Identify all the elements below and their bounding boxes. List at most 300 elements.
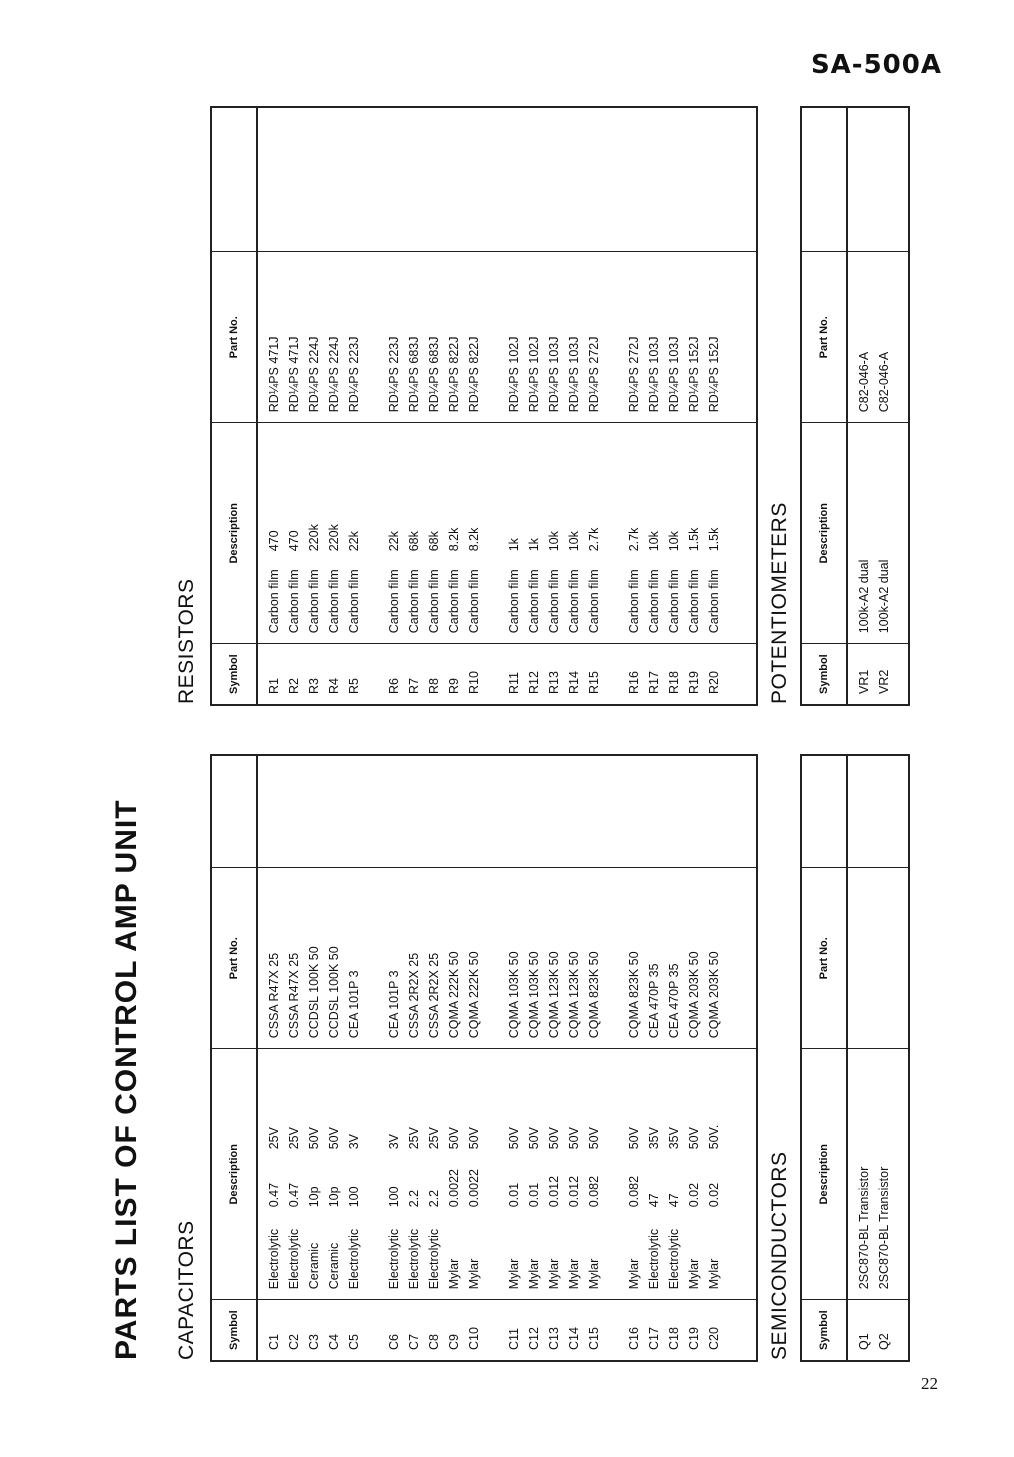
potentiometers-title: POTENTIOMETERS: [768, 502, 791, 704]
capacitor-type: Mylar: [707, 1258, 721, 1290]
resistor-type: Carbon film: [507, 569, 521, 634]
resistor-description: [324, 433, 344, 633]
resistor-symbol: R3: [307, 678, 321, 694]
resistor-value: 10k: [547, 531, 561, 552]
col-symbol: Symbol: [801, 644, 847, 705]
capacitor-symbol: C16: [627, 1327, 641, 1350]
resistor-part-numbers: [257, 252, 757, 423]
resistor-group: [384, 262, 484, 412]
resistor-symbol: R18: [667, 671, 681, 694]
capacitor-rating: 50V: [307, 1127, 321, 1150]
capacitor-value: 0.012: [567, 1175, 581, 1208]
resistor-type: Carbon film: [387, 569, 401, 634]
capacitor-type: Electrolytic: [267, 1228, 281, 1290]
capacitor-symbol: C4: [327, 1334, 341, 1350]
potentiometer-part-numbers: [847, 252, 909, 423]
capacitor-description: [584, 1059, 604, 1289]
resistor-symbols: [257, 644, 757, 705]
capacitor-part-no: CSSA R47X 25: [287, 952, 301, 1039]
resistor-type: Carbon film: [407, 569, 421, 634]
capacitor-rating: 50V: [547, 1127, 561, 1150]
potentiometer-symbols: [847, 644, 909, 705]
capacitor-value: 100: [387, 1186, 401, 1208]
page-title: PARTS LIST OF CONTROL AMP UNIT: [110, 799, 143, 1360]
capacitor-description: [544, 1059, 564, 1289]
capacitor-description: [384, 1059, 404, 1289]
col-description: Description: [211, 423, 257, 644]
capacitor-type: Electrolytic: [407, 1228, 421, 1290]
resistor-part-no: RD¼PS 471J: [267, 336, 281, 413]
capacitor-rating: 50V: [447, 1127, 461, 1150]
resistor-value: 22k: [347, 531, 361, 552]
potentiometer-part-no: C82-046-A: [857, 351, 871, 413]
capacitor-part-no: CEA 470P 35: [647, 963, 661, 1039]
capacitor-value: 0.0022: [447, 1169, 461, 1208]
capacitor-rating: 50V: [567, 1127, 581, 1150]
capacitor-value: 47: [647, 1193, 661, 1208]
resistor-type: Carbon film: [707, 569, 721, 634]
capacitor-rating: 3V: [347, 1133, 361, 1150]
resistor-part-no: RD¼PS 272J: [627, 336, 641, 413]
capacitor-value: 10p: [327, 1186, 341, 1208]
capacitor-rating: 50V: [587, 1127, 601, 1150]
capacitor-rating: 25V: [287, 1127, 301, 1150]
capacitor-symbol: C9: [447, 1334, 461, 1350]
capacitor-symbol: C19: [687, 1327, 701, 1350]
resistor-type: Carbon film: [547, 569, 561, 634]
resistor-part-no: RD¼PS 152J: [707, 336, 721, 413]
resistor-group: [624, 654, 724, 694]
resistor-type: Carbon film: [267, 569, 281, 634]
col-part-no: Part No.: [801, 252, 847, 423]
capacitor-group: [624, 1059, 724, 1289]
capacitor-part-numbers: [257, 868, 757, 1049]
capacitor-value: 0.012: [547, 1175, 561, 1208]
resistor-group: [504, 654, 604, 694]
capacitor-symbol: C14: [567, 1327, 581, 1350]
resistor-type: Carbon film: [687, 569, 701, 634]
resistor-type: Carbon film: [327, 569, 341, 634]
resistor-description: [404, 433, 424, 633]
capacitor-blank-column: [257, 755, 757, 868]
capacitor-type: Ceramic: [327, 1242, 341, 1290]
capacitor-part-no: CEA 101P 3: [347, 970, 361, 1039]
semiconductor-blank-column: [847, 755, 909, 868]
resistor-description: [424, 433, 444, 633]
resistor-type: Carbon film: [307, 569, 321, 634]
resistor-type: Carbon film: [567, 569, 581, 634]
col-symbol: Symbol: [211, 1300, 257, 1361]
resistor-part-no: RD¼PS 683J: [427, 336, 441, 413]
capacitor-symbol: C7: [407, 1334, 421, 1350]
resistor-value: 22k: [387, 531, 401, 552]
resistor-group: [624, 262, 724, 412]
capacitor-description: [564, 1059, 584, 1289]
resistor-description: [564, 433, 584, 633]
col-symbol: Symbol: [211, 644, 257, 705]
semiconductor-description: 2SC870-BL Transistor: [877, 1166, 891, 1290]
semiconductor-part-no: [874, 878, 894, 1038]
col-description: Description: [801, 1049, 847, 1300]
capacitor-part-no: CQMA 203K 50: [707, 951, 721, 1039]
capacitor-symbol: C11: [507, 1327, 521, 1350]
capacitor-type: Mylar: [547, 1258, 561, 1290]
capacitor-symbol: C15: [587, 1327, 601, 1350]
capacitor-description: [704, 1059, 724, 1289]
resistor-symbol: R12: [527, 671, 541, 694]
resistor-description: [264, 433, 284, 633]
resistor-value: 2.7k: [627, 527, 641, 552]
resistor-description: [444, 433, 464, 633]
resistor-symbol: R14: [567, 671, 581, 694]
capacitor-symbol: C17: [647, 1327, 661, 1350]
col-blank: [211, 755, 257, 868]
resistor-type: Carbon film: [447, 569, 461, 634]
resistor-value: 68k: [427, 531, 441, 552]
resistor-group: [504, 433, 604, 633]
resistor-part-no: RD¼PS 471J: [287, 336, 301, 413]
resistor-type: Carbon film: [627, 569, 641, 634]
semiconductor-part-no: [854, 878, 874, 1038]
capacitor-description: [644, 1059, 664, 1289]
capacitor-value: 47: [667, 1193, 681, 1208]
resistor-description: [284, 433, 304, 633]
capacitor-group: [384, 1310, 484, 1350]
capacitor-value: 0.082: [627, 1175, 641, 1208]
capacitor-symbols: [257, 1300, 757, 1361]
capacitor-part-no: CSSA 2R2X 25: [407, 952, 421, 1039]
capacitor-description: [424, 1059, 444, 1289]
potentiometer-descriptions: [847, 423, 909, 644]
capacitor-description: [304, 1059, 324, 1289]
capacitor-rating: 35V: [667, 1127, 681, 1150]
capacitor-description: [464, 1059, 484, 1289]
capacitor-type: Mylar: [627, 1258, 641, 1290]
resistor-description: [384, 433, 404, 633]
capacitor-value: 0.082: [587, 1175, 601, 1208]
resistor-symbol: R10: [467, 671, 481, 694]
resistor-part-no: RD¼PS 103J: [547, 336, 561, 413]
capacitor-group: [504, 1310, 604, 1350]
capacitors-title: CAPACITORS: [175, 1220, 198, 1360]
capacitor-rating: 50V.: [707, 1124, 721, 1150]
capacitor-description: [444, 1059, 464, 1289]
page-number: 22: [921, 1374, 938, 1393]
capacitor-value: 0.47: [287, 1182, 301, 1208]
col-description: Description: [211, 1049, 257, 1300]
capacitor-part-no: CQMA 222K 50: [467, 951, 481, 1039]
capacitor-rating: 25V: [267, 1127, 281, 1150]
resistor-description: [344, 433, 364, 633]
resistor-group: [504, 262, 604, 412]
capacitor-description: [264, 1059, 284, 1289]
capacitor-type: Electrolytic: [387, 1228, 401, 1290]
capacitor-part-no: CSSA 2R2X 25: [427, 952, 441, 1039]
capacitor-part-no: CCDSL 100K 50: [327, 946, 341, 1039]
potentiometers-table: [800, 106, 910, 706]
col-blank: [211, 107, 257, 252]
resistor-description: [644, 433, 664, 633]
resistor-part-no: RD¼PS 224J: [327, 336, 341, 413]
resistor-value: 220k: [327, 524, 341, 552]
capacitor-value: 0.0022: [467, 1169, 481, 1208]
capacitor-symbol: C3: [307, 1334, 321, 1350]
resistor-part-no: RD¼PS 223J: [387, 336, 401, 413]
capacitor-part-no: CQMA 203K 50: [687, 951, 701, 1039]
resistor-description: [464, 433, 484, 633]
capacitor-rating: 50V: [527, 1127, 541, 1150]
col-part-no: Part No.: [801, 868, 847, 1049]
capacitor-description: [324, 1059, 344, 1289]
resistor-part-no: RD¼PS 152J: [687, 336, 701, 413]
capacitor-type: Ceramic: [307, 1242, 321, 1290]
resistor-blank-column: [257, 107, 757, 252]
resistor-description: [544, 433, 564, 633]
capacitor-symbol: C20: [707, 1327, 721, 1350]
resistor-description: [624, 433, 644, 633]
resistor-type: Carbon film: [587, 569, 601, 634]
resistor-value: 8.2k: [467, 527, 481, 552]
resistor-group: [264, 654, 364, 694]
resistor-type: Carbon film: [467, 569, 481, 634]
capacitor-type: Mylar: [567, 1258, 581, 1290]
capacitor-group: [624, 1310, 724, 1350]
potentiometer-symbol: VR1: [857, 669, 871, 694]
resistor-part-no: RD¼PS 224J: [307, 336, 321, 413]
capacitor-group: [264, 1310, 364, 1350]
semiconductor-description: 2SC870-BL Transistor: [857, 1166, 871, 1290]
semiconductor-descriptions: [847, 1049, 909, 1300]
capacitor-type: Electrolytic: [427, 1228, 441, 1290]
resistor-value: 1k: [527, 538, 541, 552]
capacitor-type: Mylar: [467, 1258, 481, 1290]
semiconductors-table: [800, 754, 910, 1362]
resistor-symbol: R15: [587, 671, 601, 694]
potentiometer-description: 100k-A2 dual: [857, 559, 871, 634]
resistor-value: 2.7k: [587, 527, 601, 552]
capacitor-description: [684, 1059, 704, 1289]
resistor-value: 220k: [307, 524, 321, 552]
resistor-description: [704, 433, 724, 633]
capacitor-type: Mylar: [527, 1258, 541, 1290]
resistor-symbol: R17: [647, 671, 661, 694]
capacitor-value: 0.01: [507, 1182, 521, 1208]
resistor-part-no: RD¼PS 822J: [467, 336, 481, 413]
resistor-value: 10k: [647, 531, 661, 552]
col-symbol: Symbol: [801, 1300, 847, 1361]
capacitor-type: Electrolytic: [667, 1228, 681, 1290]
capacitor-value: 2.2: [407, 1189, 421, 1208]
capacitor-symbol: C1: [267, 1334, 281, 1350]
resistor-part-no: RD¼PS 103J: [567, 336, 581, 413]
capacitor-rating: 50V: [467, 1127, 481, 1150]
resistor-description: [584, 433, 604, 633]
capacitor-description: [404, 1059, 424, 1289]
capacitor-description: [664, 1059, 684, 1289]
capacitor-value: 0.02: [687, 1182, 701, 1208]
capacitor-descriptions: [257, 1049, 757, 1300]
semiconductor-symbol: Q1: [857, 1333, 871, 1350]
resistor-part-no: RD¼PS 103J: [667, 336, 681, 413]
resistor-symbol: R7: [407, 678, 421, 694]
resistors-table: [210, 106, 758, 706]
capacitor-value: 10p: [307, 1186, 321, 1208]
resistor-value: 10k: [567, 531, 581, 552]
semiconductor-part-numbers: [847, 868, 909, 1049]
capacitor-part-no: CQMA 823K 50: [627, 951, 641, 1039]
capacitor-group: [624, 878, 724, 1038]
semiconductor-symbols: [847, 1300, 909, 1361]
resistor-value: 470: [267, 530, 281, 552]
resistor-symbol: R9: [447, 678, 461, 694]
capacitor-type: Mylar: [587, 1258, 601, 1290]
capacitor-description: [504, 1059, 524, 1289]
capacitor-group: [264, 878, 364, 1038]
capacitor-group: [264, 1059, 364, 1289]
capacitor-rating: 50V: [327, 1127, 341, 1150]
capacitor-part-no: CCDSL 100K 50: [307, 946, 321, 1039]
capacitor-rating: 35V: [647, 1127, 661, 1150]
resistor-symbol: R2: [287, 678, 301, 694]
potentiometer-part-no: C82-046-A: [877, 351, 891, 413]
col-part-no: Part No.: [211, 868, 257, 1049]
resistor-description: [684, 433, 704, 633]
capacitor-part-no: CQMA 123K 50: [547, 951, 561, 1039]
capacitor-part-no: CQMA 222K 50: [447, 951, 461, 1039]
resistor-value: 68k: [407, 531, 421, 552]
capacitor-symbol: C10: [467, 1327, 481, 1350]
capacitor-part-no: CEA 101P 3: [387, 970, 401, 1039]
capacitor-group: [504, 1059, 604, 1289]
capacitor-symbol: C18: [667, 1327, 681, 1350]
capacitor-group: [384, 1059, 484, 1289]
capacitor-description: [284, 1059, 304, 1289]
capacitor-rating: 25V: [407, 1127, 421, 1150]
resistor-group: [624, 433, 724, 633]
col-blank: [801, 755, 847, 868]
capacitor-type: Mylar: [447, 1258, 461, 1290]
capacitor-symbol: C8: [427, 1334, 441, 1350]
resistor-symbol: R13: [547, 671, 561, 694]
resistor-description: [304, 433, 324, 633]
capacitor-rating: 50V: [627, 1127, 641, 1150]
capacitors-table: [210, 754, 758, 1362]
resistor-value: 470: [287, 530, 301, 552]
capacitor-description: [524, 1059, 544, 1289]
resistor-group: [384, 433, 484, 633]
resistor-symbol: R20: [707, 671, 721, 694]
capacitor-part-no: CQMA 103K 50: [507, 951, 521, 1039]
capacitor-part-no: CEA 470P 35: [667, 963, 681, 1039]
capacitor-type: Mylar: [507, 1258, 521, 1290]
resistor-group: [264, 433, 364, 633]
resistor-description: [524, 433, 544, 633]
resistor-symbol: R19: [687, 671, 701, 694]
capacitor-part-no: CQMA 123K 50: [567, 951, 581, 1039]
capacitor-rating: 3V: [387, 1133, 401, 1150]
resistor-symbol: R6: [387, 678, 401, 694]
semiconductors-title: SEMICONDUCTORS: [768, 1151, 791, 1360]
capacitor-type: Electrolytic: [347, 1228, 361, 1290]
resistor-value: 1.5k: [687, 527, 701, 552]
semiconductor-symbol: Q2: [877, 1333, 891, 1350]
col-part-no: Part No.: [211, 252, 257, 423]
potentiometer-blank-column: [847, 107, 909, 252]
resistor-part-no: RD¼PS 272J: [587, 336, 601, 413]
model-number: SA-500A: [810, 50, 942, 80]
capacitor-value: 0.47: [267, 1182, 281, 1208]
resistor-type: Carbon film: [427, 569, 441, 634]
parts-list-page: [100, 90, 940, 1380]
capacitor-description: [624, 1059, 644, 1289]
capacitor-rating: 50V: [507, 1127, 521, 1150]
col-description: Description: [801, 423, 847, 644]
resistor-value: 1.5k: [707, 527, 721, 552]
capacitor-group: [384, 878, 484, 1038]
potentiometer-symbol: VR2: [877, 669, 891, 694]
capacitor-type: Electrolytic: [287, 1228, 301, 1290]
capacitor-symbol: C6: [387, 1334, 401, 1350]
capacitor-symbol: C12: [527, 1327, 541, 1350]
resistor-part-no: RD¼PS 102J: [527, 336, 541, 413]
resistor-type: Carbon film: [667, 569, 681, 634]
capacitor-type: Mylar: [687, 1258, 701, 1290]
capacitor-rating: 50V: [687, 1127, 701, 1150]
col-blank: [801, 107, 847, 252]
capacitor-part-no: CSSA R47X 25: [267, 952, 281, 1039]
capacitor-symbol: C5: [347, 1334, 361, 1350]
resistor-description: [664, 433, 684, 633]
resistor-group: [384, 654, 484, 694]
resistor-symbol: R11: [507, 671, 521, 694]
capacitor-value: 100: [347, 1186, 361, 1208]
capacitor-value: 2.2: [427, 1189, 441, 1208]
capacitor-symbol: C13: [547, 1327, 561, 1350]
resistor-part-no: RD¼PS 102J: [507, 336, 521, 413]
capacitor-symbol: C2: [287, 1334, 301, 1350]
resistor-part-no: RD¼PS 683J: [407, 336, 421, 413]
resistor-part-no: RD¼PS 103J: [647, 336, 661, 413]
resistor-symbol: R1: [267, 678, 281, 694]
resistors-title: RESISTORS: [175, 578, 198, 704]
resistor-symbol: R16: [627, 671, 641, 694]
resistor-symbol: R8: [427, 678, 441, 694]
resistor-value: 1k: [507, 538, 521, 552]
resistor-type: Carbon film: [647, 569, 661, 634]
resistor-group: [264, 262, 364, 412]
resistor-part-no: RD¼PS 822J: [447, 336, 461, 413]
capacitor-type: Electrolytic: [647, 1228, 661, 1290]
resistor-symbol: R4: [327, 678, 341, 694]
resistor-type: Carbon film: [527, 569, 541, 634]
capacitor-value: 0.02: [707, 1182, 721, 1208]
capacitor-group: [504, 878, 604, 1038]
resistor-value: 8.2k: [447, 527, 461, 552]
capacitor-part-no: CQMA 103K 50: [527, 951, 541, 1039]
potentiometer-description: 100k-A2 dual: [877, 559, 891, 634]
resistor-type: Carbon film: [287, 569, 301, 634]
resistor-value: 10k: [667, 531, 681, 552]
capacitor-rating: 25V: [427, 1127, 441, 1150]
resistor-description: [504, 433, 524, 633]
resistor-type: Carbon film: [347, 569, 361, 634]
resistor-symbol: R5: [347, 678, 361, 694]
capacitor-part-no: CQMA 823K 50: [587, 951, 601, 1039]
resistor-part-no: RD¼PS 223J: [347, 336, 361, 413]
capacitor-description: [344, 1059, 364, 1289]
resistor-descriptions: [257, 423, 757, 644]
capacitor-value: 0.01: [527, 1182, 541, 1208]
